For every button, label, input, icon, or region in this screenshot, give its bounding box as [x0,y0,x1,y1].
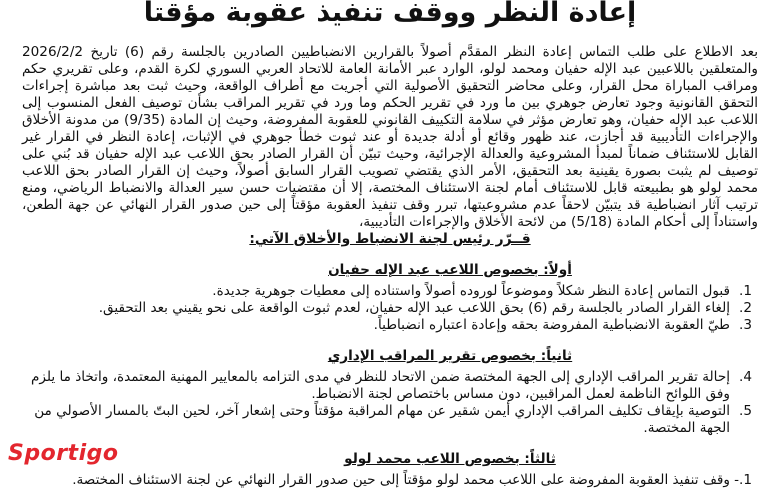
section-title: ثانياً: بخصوص تقرير المراقب الإداري [327,348,573,364]
list-item [22,369,752,403]
document-body [22,44,758,489]
item-number: 1.- [734,472,752,488]
section-second [22,348,758,437]
item-number: 1. [739,283,752,299]
list-item [22,300,752,317]
list-item [22,317,752,334]
section-items [22,472,758,489]
item-number: 5. [739,403,752,419]
list-item [22,403,752,437]
item-text: إحالة تقرير المراقب الإداري إلى الجهة المختصة ضمن الاتحاد للنظر في مدى التزامه بالمعايير المهنية المعتمدة، واتخاذ ما يلزم وفق اللوائح الناظمة لعمل المراقبين، دون مساس باختصاص لجنة الانضباط. [30,369,730,402]
sportigo-logo: Sportigo [4,442,122,466]
item-text: طيّ العقوبة الانضباطية المفروضة بحقه وإعادة اعتباره انضباطياً. [373,317,730,333]
section-title: ثالثاً: بخصوص اللاعب محمد لولو [344,451,556,467]
item-text: التوصية بإيقاف تكليف المراقب الإداري أيمن شقير عن مهام المراقبة مؤقتاً وحتى إشعار آخر، لحين البتّ بالمسار الأصولي من الجهة المختصة. [34,403,730,436]
section-first [22,262,758,334]
item-number: 4. [739,369,752,385]
item-number: 3. [739,317,752,333]
list-item [22,283,752,300]
section-title: أولاً: بخصوص اللاعب عبد الإله حفيان [328,262,572,278]
list-item [22,472,752,489]
document-title: إعادة النظر ووقف تنفيذ عقوبة مؤقتا [143,0,637,28]
item-number: 2. [739,300,752,316]
section-items [22,283,758,334]
section-third [22,451,758,489]
item-text: وقف تنفيذ العقوبة المفروضة على اللاعب محمد لولو مؤقتاً إلى حين صدور القرار النهائي عن لجنة الاستئناف المختصة. [72,472,730,488]
item-text: قبول التماس إعادة النظر شكلاً وموضوعاً لوروده أصولاً واستناده إلى معطيات جوهرية جديدة. [212,283,730,299]
item-text: إلغاء القرار الصادر بالجلسة رقم (6) بحق اللاعب عبد الإله حفيان، لعدم ثبوت الواقعة على نحو يقيني بعد التحقيق. [98,300,730,316]
intro-paragraph: بعد الاطلاع على طلب التماس إعادة النظر المقدَّم أصولاً بالقرارين الانضباطيين الصادرين بالجلسة رقم (6) تاريخ 2026/2/2 والمتعلقين باللاعبين عبد الإله حفيان ومحمد لولو، الوارد عبر الأمانة العامة للاتحاد العربي السوري لكرة القدم، وعلى تقريري حكم ومراقب المباراة محل القرار، وعلى محاضر التحقيق الأصولية التي أجريت مع أطراف الواقعة، وحيث ثبت بعد مباشرة إجراءات التحقق القانونية وجود تعارض جوهري بين ما ورد في تقرير الحكم وما ورد في تقرير المراقب بشأن توصيف الفعل المنسوب إلى اللاعب عبد الإله حفيان، وهو تعارض مؤثر في سلامة التكييف القانوني للعقوبة المفروضة، وحيث إن المادة (9/35) من مدونة الأخلاق والإجراءات التأديبية قد أجازت، عند ظهور وقائع أو أدلة جديدة أو عند ثبوت خطأ جوهري في الإثبات، إعادة النظر في القرار غير القابل للاستئناف ضماناً لمبدأ المشروعية والعدالة الإجرائية، وحيث تبيّن أن القرار الصادر بحق اللاعب عبد الإله حفيان قد بُني على توصيف لم يثبت بصورة يقينية بعد التحقيق، الأمر الذي يقتضي تصويب القرار السابق أصولاً، وحيث إن القرار الصادر بحق اللاعب محمد لولو هو بطبيعته قابل للاستئناف أمام لجنة الاستئناف المختصة، إلا أن مقتضيات حسن سير العدالة والانضباط الرياضي، ومنع ترتيب آثار انضباطية قد يتبيّن لاحقاً عدم مشروعيتها، تبرر وقف تنفيذ العقوبة مؤقتاً إلى حين صدور القرار النهائي عن جهة الطعن، واستناداً إلى أحكام المادة (5/18) من لائحة الأخلاق والإجراءات التأديبية، [22,44,758,230]
decision-header: قــرّر رئيس لجنة الانضباط والأخلاق الآتي: [249,231,531,247]
section-items [22,369,758,437]
